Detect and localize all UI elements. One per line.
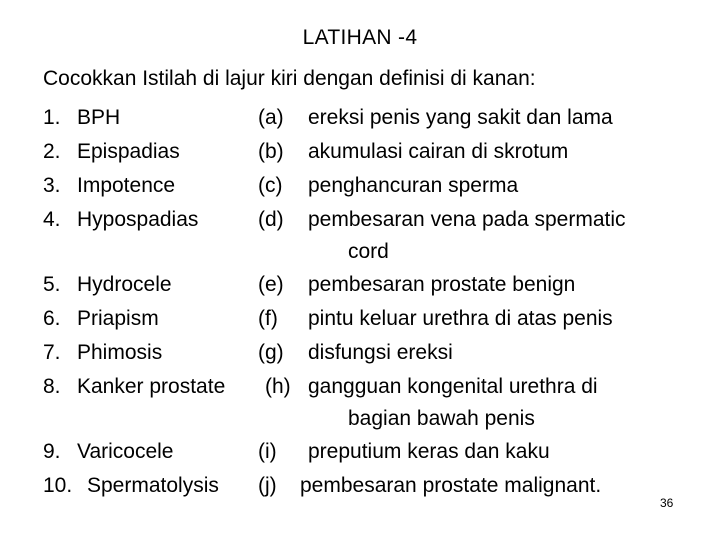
definition-letter: (j): [258, 474, 277, 497]
definition-letter: (a): [258, 106, 284, 129]
page-number: 36: [660, 496, 674, 510]
list-item: [0, 140, 720, 170]
definition-continuation: bagian bawah penis: [348, 407, 535, 430]
page-title: LATIHAN -4: [302, 26, 418, 49]
list-item: [0, 307, 720, 337]
list-item: [0, 273, 720, 303]
term-number: 1.: [43, 106, 61, 129]
term-label: Spermatolysis: [87, 474, 219, 497]
instruction-text: Cocokkan Istilah di lajur kiri dengan definisi di kanan:: [43, 67, 536, 90]
definition-text: gangguan kongenital urethra di: [308, 375, 598, 398]
term-label: Priapism: [77, 307, 159, 330]
definition-text: ereksi penis yang sakit dan lama: [308, 106, 613, 129]
definition-letter: (g): [258, 341, 284, 364]
definition-continuation-line: [0, 240, 720, 270]
definition-continuation: cord: [348, 240, 389, 263]
definition-letter: (i): [258, 440, 277, 463]
term-label: Hydrocele: [77, 273, 172, 296]
term-number: 5.: [43, 273, 61, 296]
definition-text: pembesaran prostate benign: [308, 273, 576, 296]
list-item: [0, 106, 720, 136]
definition-text: akumulasi cairan di skrotum: [308, 140, 569, 163]
term-label: Phimosis: [77, 341, 163, 364]
term-label: Hypospadias: [77, 208, 199, 231]
term-number: 6.: [43, 307, 61, 330]
term-label: Kanker prostate: [77, 375, 226, 398]
list-item: [0, 375, 720, 405]
term-label: Impotence: [77, 174, 176, 197]
list-item: [0, 440, 720, 470]
definition-text: penghancuran sperma: [308, 174, 519, 197]
term-number: 3.: [43, 174, 61, 197]
term-number: 9.: [43, 440, 61, 463]
definition-letter: (c): [258, 174, 283, 197]
definition-text: pintu keluar urethra di atas penis: [308, 307, 613, 330]
definition-letter: (f): [258, 307, 278, 330]
list-item: [0, 341, 720, 371]
definition-continuation-line: [0, 407, 720, 437]
term-number: 2.: [43, 140, 61, 163]
list-item: [0, 174, 720, 204]
list-item: [0, 474, 720, 504]
list-item: [0, 208, 720, 238]
term-number: 8.: [43, 375, 61, 398]
term-number: 4.: [43, 208, 61, 231]
term-label: BPH: [77, 106, 121, 129]
term-number: 10.: [43, 474, 73, 497]
term-label: Epispadias: [77, 140, 180, 163]
definition-letter: (e): [258, 273, 284, 296]
definition-letter: (d): [258, 208, 284, 231]
definition-text: pembesaran prostate malignant.: [300, 474, 602, 497]
definition-letter: (b): [258, 140, 284, 163]
definition-text: preputium keras dan kaku: [308, 440, 550, 463]
term-number: 7.: [43, 341, 61, 364]
definition-letter: (h): [265, 375, 291, 398]
term-label: Varicocele: [77, 440, 174, 463]
definition-text: pembesaran vena pada spermatic: [308, 208, 626, 231]
definition-text: disfungsi ereksi: [308, 341, 453, 364]
